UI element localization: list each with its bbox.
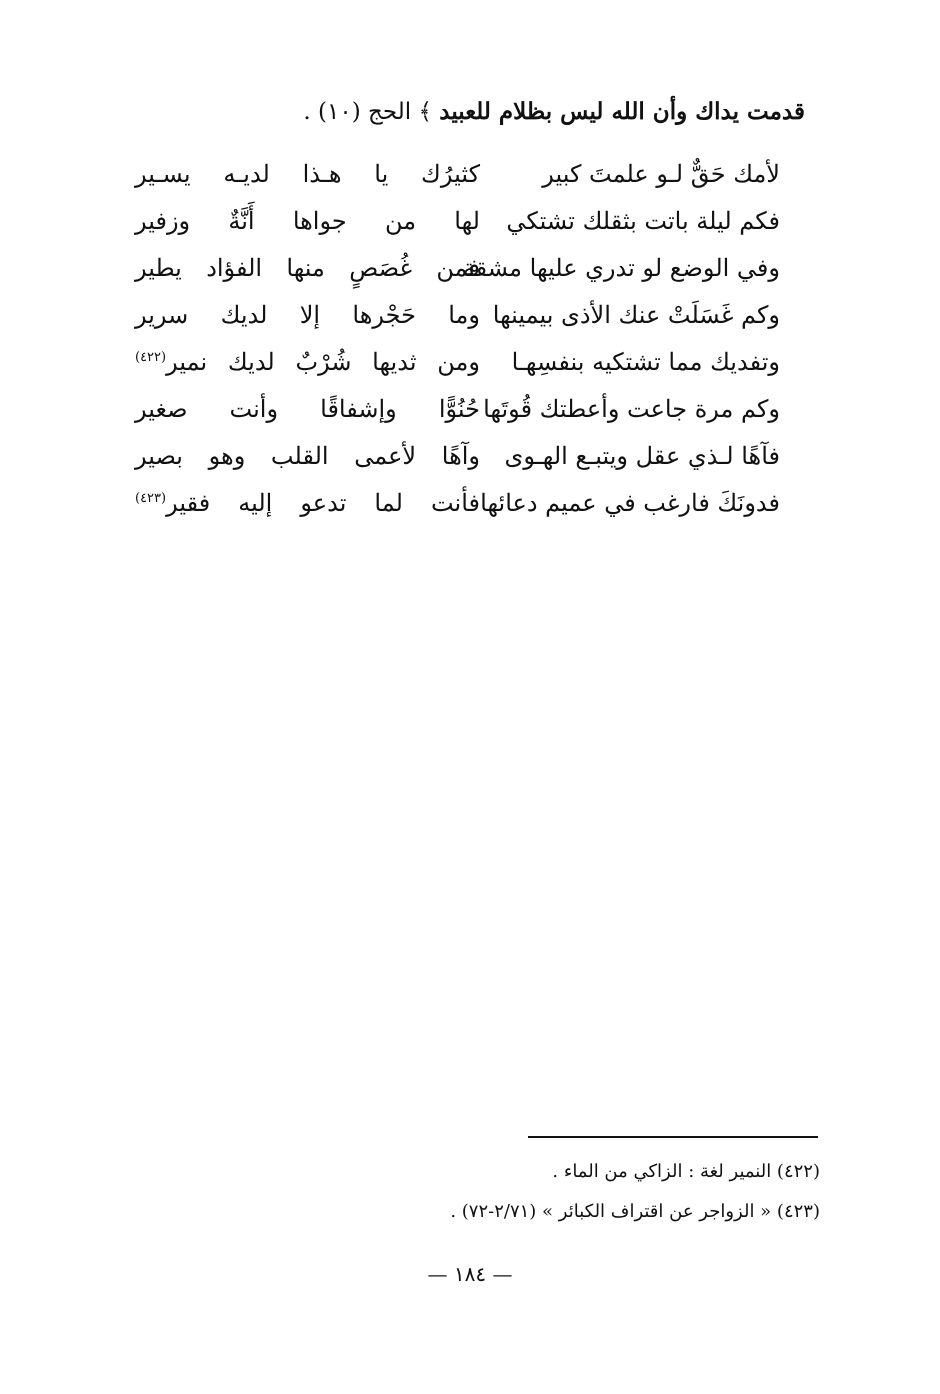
verse-first-hemistich: وفي الوضع لو تدري عليها مشقة bbox=[462, 253, 780, 282]
verse-first-hemistich: وكم مرة جاعت وأعطتك قُوتَها bbox=[483, 394, 780, 423]
footnote-separator bbox=[528, 1136, 818, 1138]
verse-second-hemistich bbox=[135, 254, 480, 282]
verse-second-hemistich bbox=[135, 348, 480, 376]
hemistich-text: وما حَجْرها إلا لديك سرير bbox=[135, 300, 480, 329]
quran-citation: الحج (١٠) . bbox=[303, 99, 412, 125]
verse bbox=[120, 197, 780, 244]
verse bbox=[120, 385, 780, 432]
verse bbox=[120, 432, 780, 479]
verse-first-hemistich: وكم غَسَلَتْ عنك الأذى بيمينها bbox=[492, 300, 780, 329]
footnote-ref: (٤٢٣) bbox=[135, 490, 167, 506]
page-number: — ١٨٤ — bbox=[427, 1262, 513, 1286]
verse-first-hemistich: فدونَكَ فارغب في عميم دعائها bbox=[480, 488, 780, 517]
footnote: (٤٢٢) النمير لغة : الزاكي من الماء . bbox=[552, 1161, 820, 1182]
poem bbox=[120, 150, 780, 526]
verse bbox=[120, 338, 780, 385]
verse-second-hemistich bbox=[135, 207, 480, 235]
verse-second-hemistich bbox=[135, 160, 480, 188]
verse-first-hemistich: لأمك حَقٌّ لـو علمتَ كبير bbox=[542, 159, 780, 188]
quran-close-bracket: ﴾ bbox=[418, 99, 432, 125]
footnote: (٤٢٣) « الزواجر عن اقتراف الكبائر » (٢/٧١-٧٢) . bbox=[450, 1201, 820, 1222]
hemistich-text: ومن ثديها شُرْبٌ لديك نمير bbox=[166, 347, 480, 376]
hemistich-text: وآهًا لأعمى القلب وهو بصير bbox=[135, 441, 480, 470]
verse-first-hemistich: وتفديك مما تشتكيه بنفسِهـا bbox=[511, 347, 780, 376]
verse-second-hemistich bbox=[135, 301, 480, 329]
verse-second-hemistich bbox=[135, 442, 480, 470]
hemistich-text: حُنُوًّا وإشفاقًا وأنت صغير bbox=[135, 394, 480, 423]
verse-first-hemistich: فآهًا لـذي عقل ويتبـع الهـوى bbox=[504, 441, 780, 470]
intro-line bbox=[105, 92, 805, 132]
verse bbox=[120, 244, 780, 291]
footnote-ref: (٤٢٢) bbox=[135, 349, 167, 365]
hemistich-text: فمن غُصَصٍ منها الفؤاد يطير bbox=[135, 253, 480, 282]
verse bbox=[120, 150, 780, 197]
footnotes bbox=[260, 1152, 820, 1232]
verse bbox=[120, 479, 780, 526]
hemistich-text: فأنت لما تدعو إليه فقير bbox=[166, 488, 480, 517]
verse-second-hemistich bbox=[135, 395, 480, 423]
verse-second-hemistich bbox=[135, 489, 480, 517]
quran-quote: قدمت يداك وأن الله ليس بظلام للعبيد bbox=[439, 98, 805, 125]
hemistich-text: لها من جواها أَنَّةٌ وزفير bbox=[135, 206, 480, 235]
hemistich-text: كثيرُك يا هـذا لديـه يسـير bbox=[135, 159, 480, 188]
verse-first-hemistich: فكم ليلة باتت بثقلك تشتكي bbox=[506, 206, 780, 235]
verse bbox=[120, 291, 780, 338]
